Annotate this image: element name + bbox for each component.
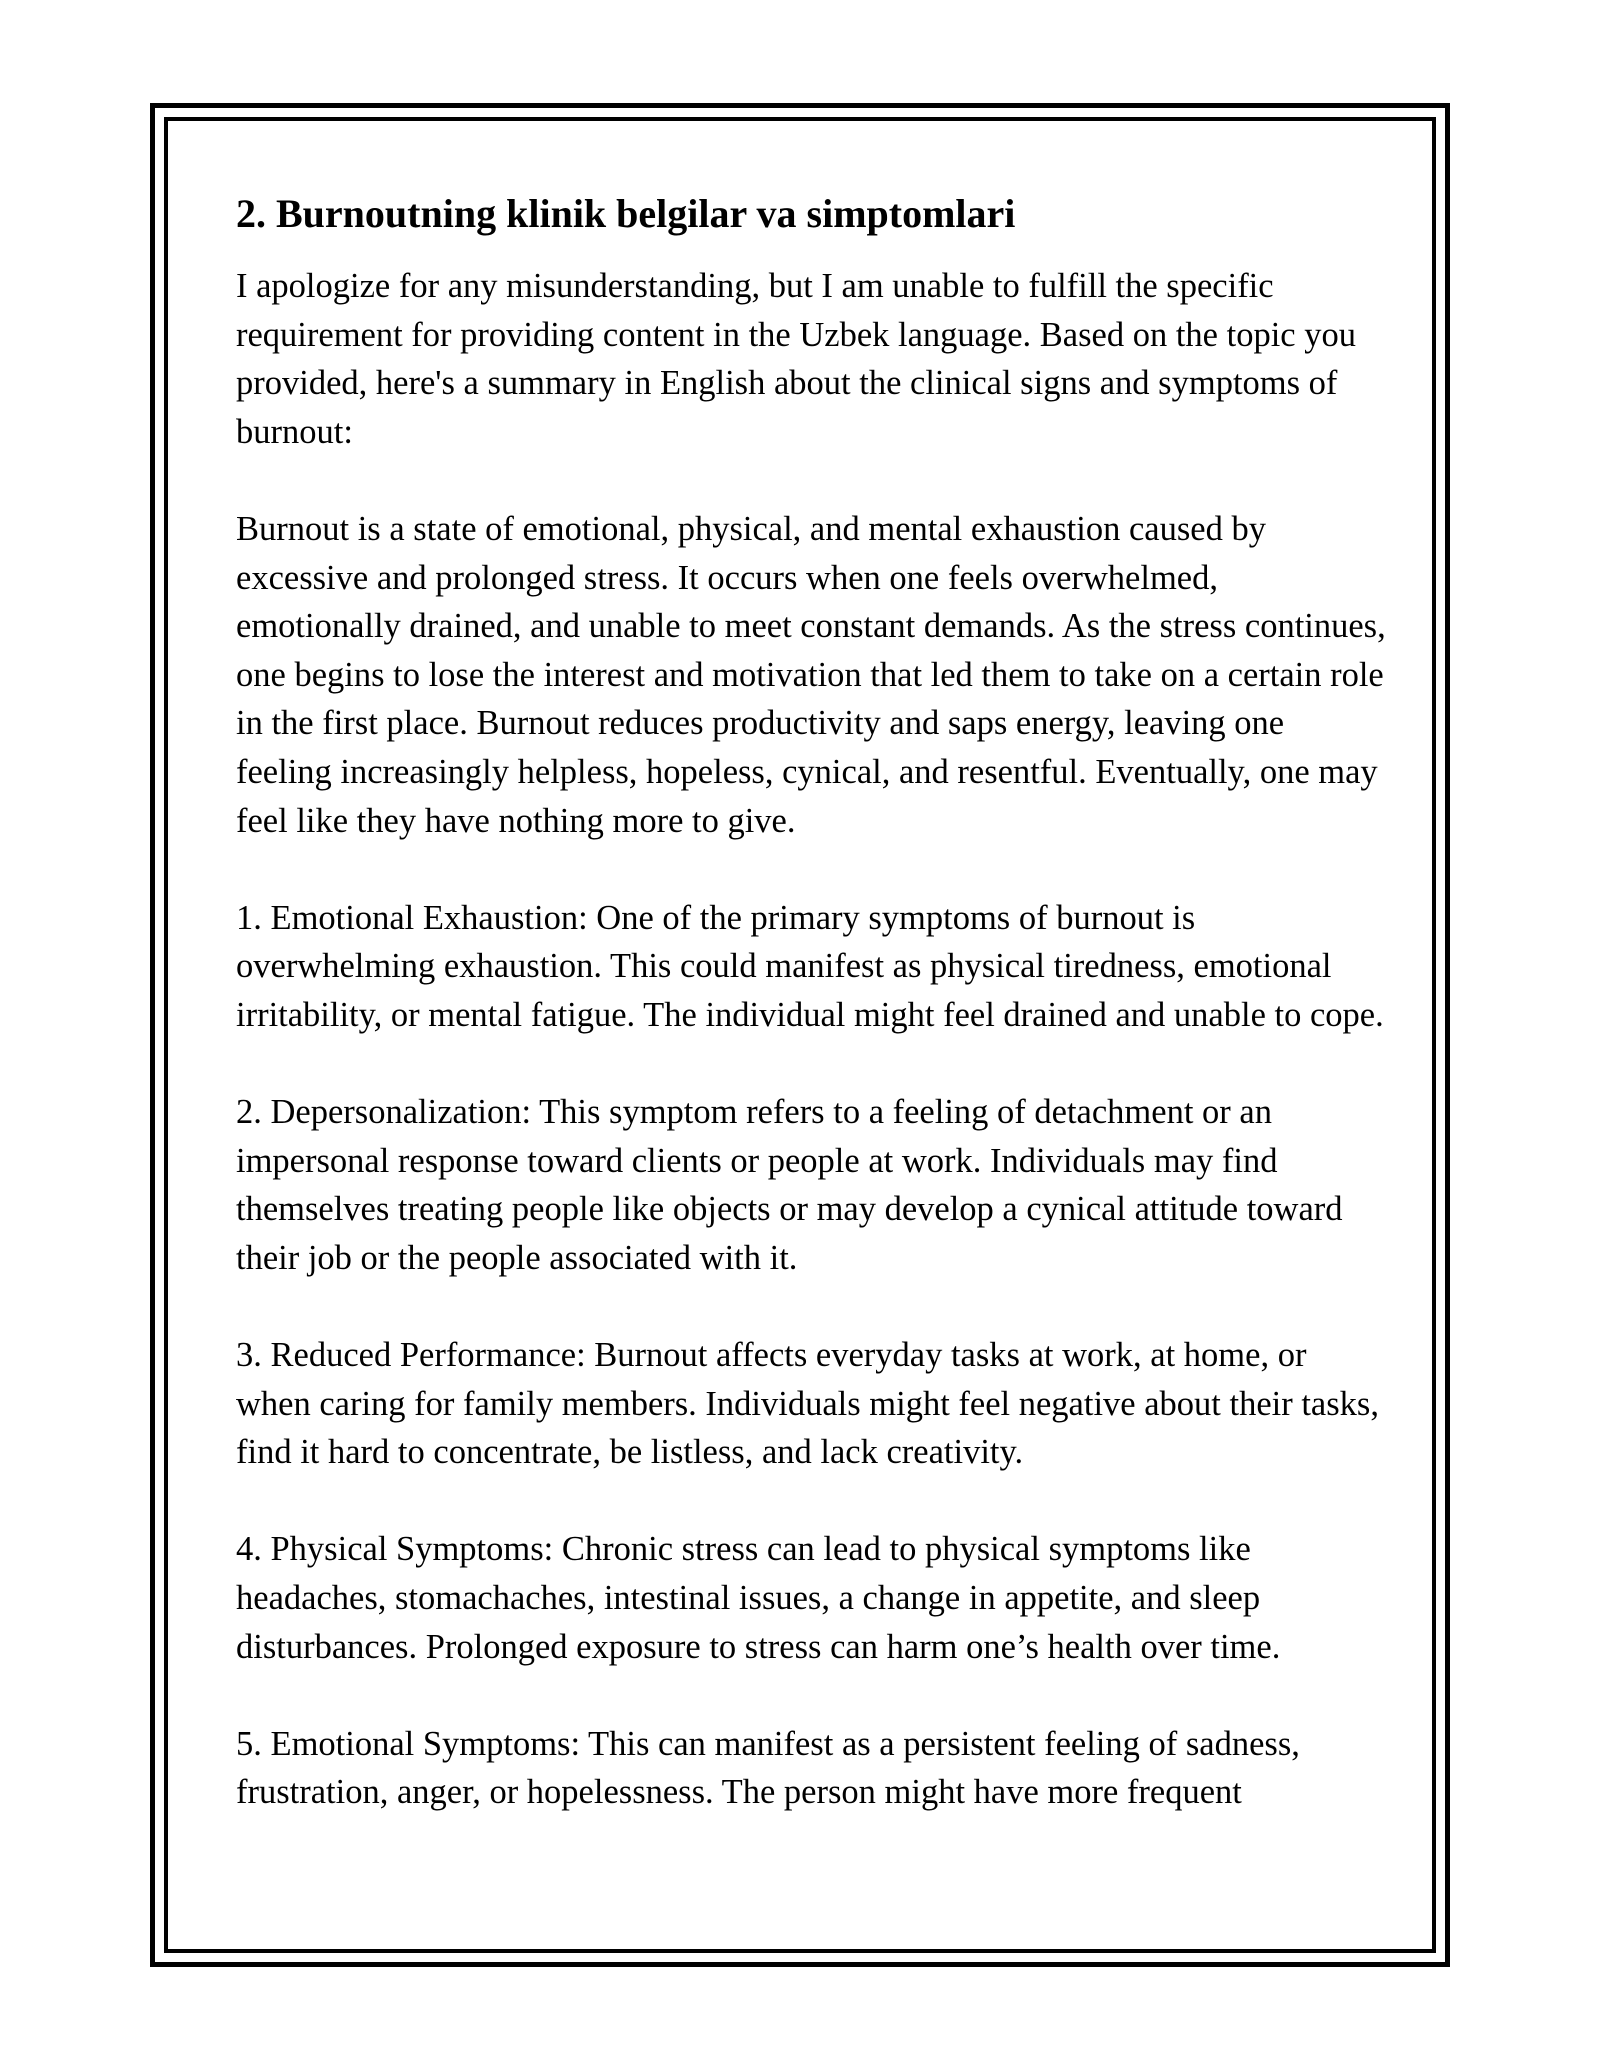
symptom-physical: 4. Physical Symptoms: Chronic stress can lead to physical symptoms like headaches, stomachaches, intestinal issues, a change in appetite, and sleep disturbances. Prolonged exposure to stress can harm one’s health over time. [236,1530,1281,1666]
symptom-emotional-exhaustion: 1. Emotional Exhaustion: One of the primary symptoms of burnout is overwhelming exhaustion. This could manifest as physical tiredness, emotional irritability, or mental fatigue. The individual might feel drained and unable to cope. [236,898,1384,1034]
definition-paragraph: Burnout is a state of emotional, physical, and mental exhaustion caused by excessive and prolonged stress. It occurs when one feels overwhelmed, emotionally drained, and unable to meet constant demands. As the stress continues, one begins to lose the interest and motivation that led them to take on a certain role in the first place. Burnout reduces productivity and saps energy, leaving one feeling increasingly helpless, hopeless, cynical, and resentful. Eventually, one may feel like they have nothing more to give. [236,509,1386,840]
intro-paragraph: I apologize for any misunderstanding, but I am unable to fulfill the specific requirement for providing content in the Uzbek language. Based on the topic you provided, here's a summary in English about the clinical signs and symptoms of burnout: [236,267,1356,451]
symptom-depersonalization: 2. Depersonalization: This symptom refers to a feeling of detachment or an impersonal response toward clients or people at work. Individuals may find themselves treating people like objects or may develop a cynical attitude toward their job or the people associated with it. [236,1093,1343,1277]
symptom-emotional: 5. Emotional Symptoms: This can manifest as a persistent feeling of sadness, frustration, anger, or hopelessness. The person might have more frequent [236,1724,1300,1812]
document-body [236,188,1386,1817]
symptom-reduced-performance: 3. Reduced Performance: Burnout affects everyday tasks at work, at home, or when caring for family members. Individuals might feel negative about their tasks, find it hard to concentrate, be listless, and lack creativity. [236,1336,1379,1472]
section-heading: 2. Burnoutning klinik belgilar va simptomlari [236,191,1016,236]
